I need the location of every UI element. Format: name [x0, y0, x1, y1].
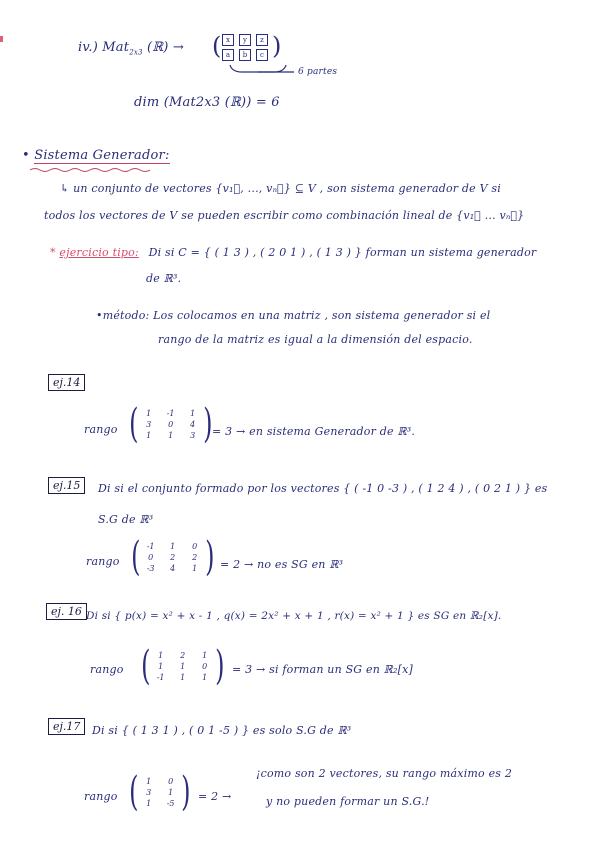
- cell-square: c: [256, 49, 268, 61]
- ej17-matrix: ( 1 0 3 1 1 -5 ): [129, 769, 191, 815]
- star-icon: *: [50, 246, 56, 259]
- bullet: •: [22, 148, 30, 163]
- matrix-cell: 3: [146, 787, 152, 797]
- cell-square: x: [222, 34, 234, 46]
- method-label: •método:: [96, 309, 150, 322]
- ej15-matrix: ( -1 1 0 0 2 2 -3 4 1 ): [131, 534, 215, 580]
- matrix-cell: 2: [180, 650, 186, 660]
- brace-underline: [228, 64, 298, 78]
- cell-square: a: [222, 49, 234, 61]
- cell-square: z: [256, 34, 268, 46]
- matrix-cell: 1: [192, 563, 198, 573]
- matrix-cell: 4: [170, 563, 176, 573]
- definition-line-2: todos los vectores de V se pueden escribir como combinación lineal de {v₁⃗ ... vₙ⃗}: [44, 209, 525, 222]
- margin-mark: [0, 36, 3, 42]
- matrix-cell: 3: [190, 430, 196, 440]
- ej15-result: = 2 → no es SG en ℝ³: [220, 558, 344, 571]
- definition-line-1: [60, 182, 501, 195]
- method-text-1: Los colocamos en una matriz , son sistema generador si el: [153, 309, 491, 322]
- matrix-cell: 2: [170, 552, 176, 562]
- matrix-cell: 1: [202, 650, 208, 660]
- dim-line: dim (Mat2x3 (ℝ)) = 6: [134, 95, 280, 110]
- method-line-2: rango de la matriz es igual a la dimensión del espacio.: [158, 333, 473, 346]
- matrix-cell: 1: [170, 541, 176, 551]
- item-iv-sub: 2x3: [129, 48, 143, 57]
- item-iv-space: (ℝ) →: [147, 40, 184, 55]
- brace-note: 6 partes: [298, 67, 338, 77]
- matrix-cell: 0: [168, 776, 174, 786]
- ej15-rango: rango: [86, 555, 120, 568]
- section-title: [22, 148, 170, 163]
- ej17-result: = 2 →: [198, 790, 232, 803]
- ej16-tag: ej. 16: [46, 603, 87, 620]
- matrix-cell: 1: [146, 408, 152, 418]
- item-iv: [78, 40, 184, 57]
- matrix-cell: 2: [192, 552, 198, 562]
- ej17-tag: ej.17: [48, 718, 85, 735]
- ej16-text: Di si { p(x) = x² + x - 1 , q(x) = 2x² + x + 1 , r(x) = x² + 1 } es SG en ℝ₂[x].: [86, 610, 502, 622]
- matrix-cell: 1: [158, 661, 164, 671]
- ej17-text: Di si { ( 1 3 1 ) , ( 0 1 -5 ) } es solo S.G de ℝ³: [92, 724, 352, 737]
- ej15-text-1: Di si el conjunto formado por los vectores { ( -1 0 -3 ) , ( 1 2 4 ) , ( 0 2 1 ) } es: [98, 482, 548, 495]
- matrix-cell: 1: [190, 408, 196, 418]
- ej17-note-2: y no pueden formar un S.G.!: [266, 795, 430, 808]
- matrix-cell: -3: [146, 563, 155, 573]
- matrix-cell: 1: [158, 650, 164, 660]
- matrix-cell: 1: [202, 672, 208, 682]
- exercise-type-text: Di si C = { ( 1 3 ) , ( 2 0 1 ) , ( 1 3 ) } forman un sistema generador: [148, 246, 537, 259]
- ej16-rango: rango: [90, 663, 124, 676]
- matrix-squares: ( x y z a b c ): [212, 32, 282, 60]
- exercise-type-l2: de ℝ³.: [146, 272, 182, 285]
- matrix-cell: 4: [190, 419, 196, 429]
- matrix-cell: 1: [180, 661, 186, 671]
- section-title-text: Sistema Generador:: [34, 148, 170, 163]
- arrow-icon: ↳: [60, 182, 70, 195]
- matrix-cell: 0: [168, 419, 174, 429]
- matrix-cell: -1: [166, 408, 175, 418]
- exercise-type: [50, 246, 536, 259]
- ej14-matrix: ( 1 -1 1 3 0 4 1 1 3 ): [129, 401, 213, 447]
- matrix-cell: 0: [148, 552, 154, 562]
- ej16-result: = 3 → si forman un SG en ℝ₂[x]: [232, 663, 414, 676]
- ej14-result: = 3 → en sistema Generador de ℝ³.: [212, 425, 416, 438]
- matrix-cell: -5: [166, 798, 175, 808]
- matrix-cell: -1: [156, 672, 165, 682]
- ej16-matrix: ( 1 2 1 1 1 0 -1 1 1 ): [141, 643, 225, 689]
- matrix-cell: 0: [202, 661, 208, 671]
- matrix-cell: 1: [180, 672, 186, 682]
- wavy-underline: [30, 167, 150, 173]
- matrix-cell: 0: [192, 541, 198, 551]
- ej15-tag: ej.15: [48, 477, 85, 494]
- method-line-1: [96, 309, 490, 322]
- ej14-rango: rango: [84, 423, 118, 436]
- matrix-cell: 1: [168, 430, 174, 440]
- cell-square: b: [239, 49, 251, 61]
- definition-l1-text: un conjunto de vectores {v₁⃗, ..., vₙ⃗} ⊆ V , son sistema generador de V si: [73, 182, 501, 195]
- matrix-cell: 1: [146, 430, 152, 440]
- ej15-text-2: S.G de ℝ³: [98, 513, 154, 526]
- item-iv-label: iv.) Mat: [78, 40, 130, 55]
- matrix-cell: -1: [146, 541, 155, 551]
- exercise-type-label: ejercicio tipo:: [59, 246, 139, 259]
- matrix-cell: 1: [146, 776, 152, 786]
- matrix-cell: 1: [146, 798, 152, 808]
- matrix-cell: 1: [168, 787, 174, 797]
- ej14-tag: ej.14: [48, 374, 85, 391]
- ej17-rango: rango: [84, 790, 118, 803]
- cell-square: y: [239, 34, 251, 46]
- ej17-note-1: ¡como son 2 vectores, su rango máximo es 2: [256, 767, 513, 780]
- matrix-cell: 3: [146, 419, 152, 429]
